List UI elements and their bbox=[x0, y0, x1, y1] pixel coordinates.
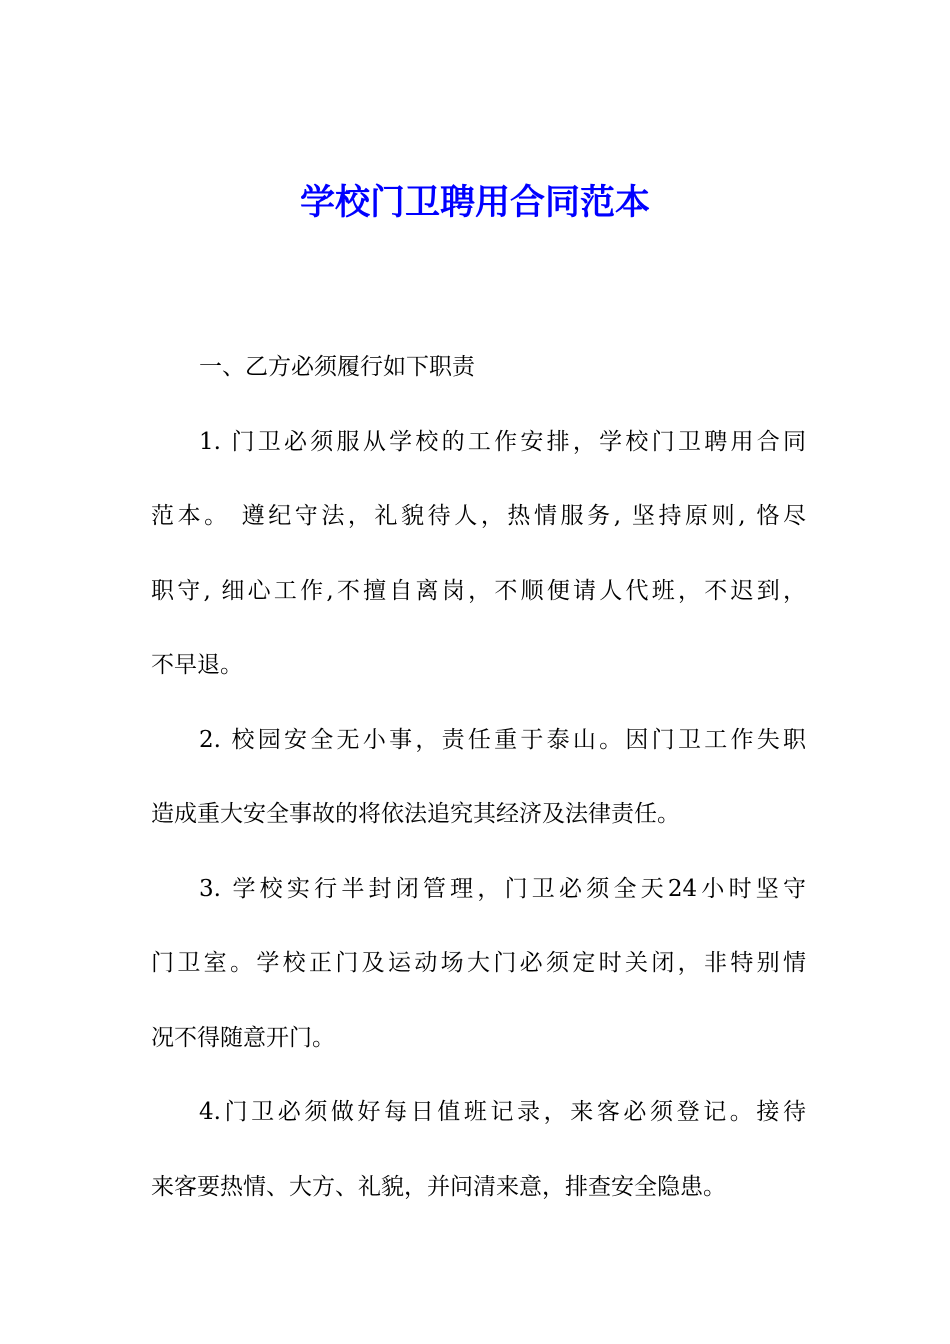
text-line: 造成重大安全事故的将依法追究其经济及法律责任。 bbox=[151, 801, 680, 827]
text-line: 3. 学校实行半封闭管理，门卫必须全天24小时坚守 bbox=[199, 875, 806, 902]
section-heading bbox=[151, 330, 806, 405]
paragraph-1 bbox=[151, 405, 806, 703]
text-line: 1. 门卫必须服从学校的工作安排，学校门卫聘用合同 bbox=[199, 428, 806, 455]
paragraph-2 bbox=[151, 703, 806, 852]
document-title: 学校门卫聘用合同范本 bbox=[299, 182, 650, 223]
text-line: 况不得随意开门。 bbox=[151, 1024, 335, 1051]
text-line: 4.门卫必须做好每日值班记录，来客必须登记。接待 bbox=[199, 1099, 806, 1125]
text-line: 不早退。 bbox=[151, 652, 243, 678]
text-line: 2. 校园安全无小事，责任重于泰山。因门卫工作失职 bbox=[199, 726, 806, 753]
document-body bbox=[151, 330, 806, 1224]
text-line: 一、乙方必须履行如下职责 bbox=[199, 354, 475, 380]
text-line: 来客要热情、大方、礼貌，并问清来意，排查安全隐患。 bbox=[151, 1173, 726, 1200]
text-line: 范本。 遵纪守法，礼貌待人，热情服务, 坚持原则, 恪尽 bbox=[151, 503, 806, 529]
paragraph-4 bbox=[151, 1075, 806, 1224]
paragraph-3 bbox=[151, 852, 806, 1076]
text-line: 门卫室。学校正门及运动场大门必须定时关闭，非特别情 bbox=[151, 950, 806, 976]
text-line: 职守, 细心工作,不擅自离岗，不顺便请人代班，不迟到， bbox=[151, 577, 806, 604]
